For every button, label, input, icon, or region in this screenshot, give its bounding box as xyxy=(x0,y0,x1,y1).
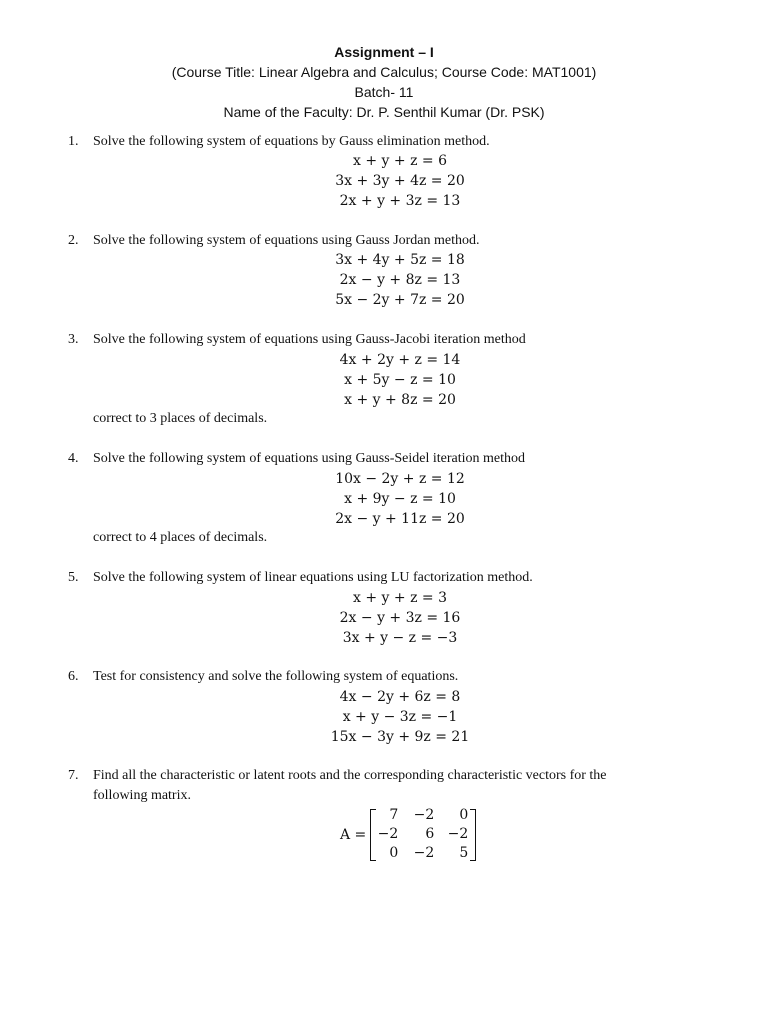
question-text: Solve the following system of linear equations using LU factorization method. xyxy=(93,570,533,585)
question-2 xyxy=(68,231,708,251)
question-number: 1. xyxy=(68,134,79,149)
question-text: Solve the following system of equations by Gauss elimination method. xyxy=(93,134,490,149)
question-7 xyxy=(68,766,708,806)
matrix-cell: 6 xyxy=(425,826,435,842)
equation: 4x − 2y + 6z = 8 xyxy=(339,689,461,705)
document-title: Assignment – I xyxy=(334,44,434,60)
question-number: 6. xyxy=(68,669,79,684)
equation-block-3 xyxy=(0,350,768,410)
batch-line: Batch- 11 xyxy=(354,84,414,100)
equation: 10x − 2y + z = 12 xyxy=(335,471,465,487)
equation: x + y + z = 3 xyxy=(353,590,447,606)
question-text-continued: following matrix. xyxy=(93,788,191,803)
equation: 2x − y + 3z = 16 xyxy=(339,610,461,626)
question-3 xyxy=(68,330,708,350)
question-number: 7. xyxy=(68,768,79,783)
question-4 xyxy=(68,449,708,469)
matrix-cell: 0 xyxy=(459,807,469,823)
course-line: (Course Title: Linear Algebra and Calculus; Course Code: MAT1001) xyxy=(171,64,597,80)
question-3-note: correct to 3 places of decimals. xyxy=(93,411,268,426)
matrix-cell: 5 xyxy=(459,845,469,861)
faculty-line: Name of the Faculty: Dr. P. Senthil Kumar (Dr. PSK) xyxy=(223,104,545,120)
matrix-cell: −2 xyxy=(413,845,435,861)
question-1 xyxy=(68,132,708,152)
question-number: 2. xyxy=(68,233,79,248)
equation: 2x − y + 8z = 13 xyxy=(339,272,461,288)
equation: 4x + 2y + z = 14 xyxy=(339,352,461,368)
equation: 15x − 3y + 9z = 21 xyxy=(330,729,470,745)
document-header xyxy=(0,42,768,122)
matrix-cell: −2 xyxy=(413,807,435,823)
question-4-note: correct to 4 places of decimals. xyxy=(93,530,268,545)
equation-block-1 xyxy=(0,151,768,211)
equation: 3x + 3y + 4z = 20 xyxy=(335,173,465,189)
equation: x + y − 3z = −1 xyxy=(342,709,458,725)
equation-block-4 xyxy=(0,469,768,529)
equation-block-6 xyxy=(0,687,768,747)
question-text: Test for consistency and solve the following system of equations. xyxy=(93,669,459,684)
matrix-cell: −2 xyxy=(447,826,469,842)
matrix-cell: −2 xyxy=(377,826,399,842)
equation: 2x + y + 3z = 13 xyxy=(339,193,461,209)
right-bracket xyxy=(470,809,476,861)
question-text: Solve the following system of equations using Gauss-Seidel iteration method xyxy=(93,451,525,466)
equation: x + 5y − z = 10 xyxy=(344,372,456,388)
question-text: Find all the characteristic or latent roots and the corresponding characteristic vectors for the xyxy=(93,768,607,783)
equation: 3x + y − z = −3 xyxy=(342,630,458,646)
question-5 xyxy=(68,568,708,588)
question-6 xyxy=(68,667,708,687)
matrix-cell: 7 xyxy=(389,807,399,823)
matrix-label: A = xyxy=(340,826,367,843)
question-text: Solve the following system of equations using Gauss Jordan method. xyxy=(93,233,480,248)
matrix-cell: 0 xyxy=(389,845,399,861)
equation: x + y + z = 6 xyxy=(353,153,447,169)
question-text: Solve the following system of equations using Gauss-Jacobi iteration method xyxy=(93,332,526,347)
matrix-grid xyxy=(376,806,470,863)
equation: 2x − y + 11z = 20 xyxy=(335,511,465,527)
question-number: 4. xyxy=(68,451,79,466)
equation-block-2 xyxy=(0,250,768,310)
equation-block-5 xyxy=(0,588,768,648)
equation: 5x − 2y + 7z = 20 xyxy=(335,292,465,308)
matrix-a xyxy=(340,806,476,863)
question-number: 5. xyxy=(68,570,79,585)
equation: x + 9y − z = 10 xyxy=(344,491,456,507)
equation: 3x + 4y + 5z = 18 xyxy=(335,252,465,268)
equation: x + y + 8z = 20 xyxy=(344,392,456,408)
question-number: 3. xyxy=(68,332,79,347)
